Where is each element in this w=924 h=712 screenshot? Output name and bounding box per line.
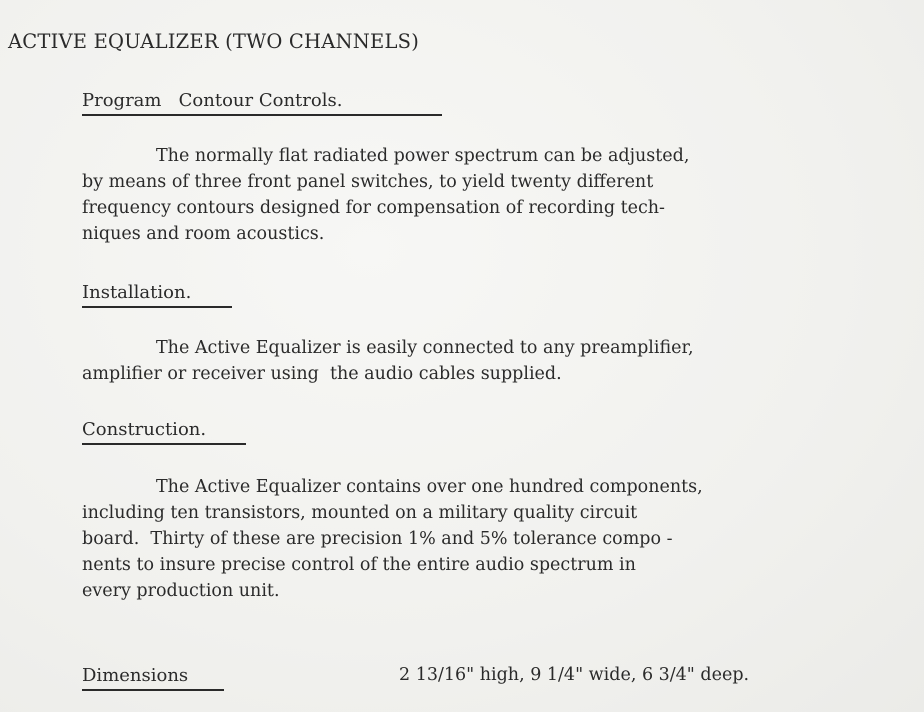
section-heading-dimensions: Dimensions — [82, 665, 224, 691]
paragraph-line: amplifier or receiver using the audio cables supplied. — [82, 364, 562, 384]
section-heading-installation: Installation. — [82, 282, 232, 308]
document-title: ACTIVE EQUALIZER (TWO CHANNELS) — [8, 30, 420, 53]
paragraph-line: niques and room acoustics. — [82, 224, 325, 244]
section-heading-program-contour-controls: Program Contour Controls. — [82, 90, 442, 116]
paragraph-line: every production unit. — [82, 581, 280, 601]
paragraph-line: nents to insure precise control of the entire audio spectrum in — [82, 555, 636, 575]
paragraph-line: The normally flat radiated power spectrum can be adjusted, — [156, 146, 690, 166]
paragraph-program-contour-controls — [82, 143, 912, 247]
paragraph-line: including ten transistors, mounted on a military quality circuit — [82, 503, 638, 523]
section-heading-construction: Construction. — [82, 419, 246, 445]
paragraph-line: by means of three front panel switches, to yield twenty different — [82, 172, 654, 192]
paragraph-installation — [82, 335, 912, 387]
paragraph-line: frequency contours designed for compensation of recording tech- — [82, 198, 665, 218]
paragraph-line: The Active Equalizer contains over one hundred components, — [156, 477, 703, 497]
paragraph-construction — [82, 474, 912, 604]
paragraph-line: board. Thirty of these are precision 1% and 5% tolerance compo - — [82, 529, 673, 549]
dimensions-value: 2 13/16" high, 9 1/4" wide, 6 3/4" deep. — [399, 665, 750, 685]
paragraph-line: The Active Equalizer is easily connected to any preamplifier, — [156, 338, 694, 358]
